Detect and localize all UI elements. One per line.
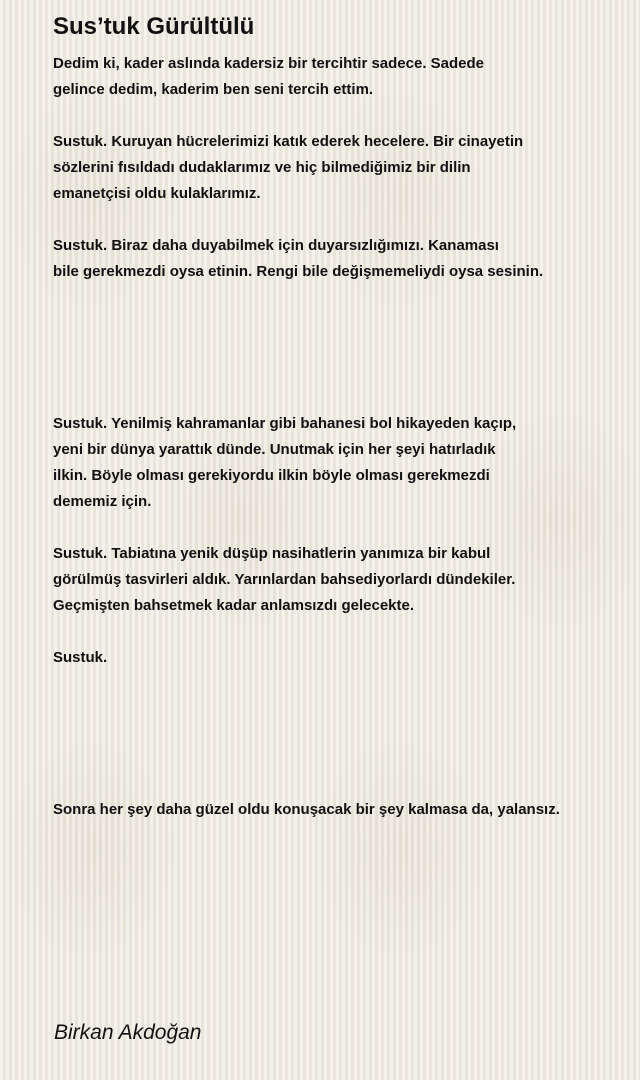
poem-line: gelince dedim, kaderim ben seni tercih ettim. xyxy=(53,81,374,98)
poem-line: Sustuk. Kuruyan hücrelerimizi katık ederek hecelere. Bir cinayetin xyxy=(53,133,524,150)
poem-line: Geçmişten bahsetmek kadar anlamsızdı gelecekte. xyxy=(53,597,415,614)
stanza-2 xyxy=(53,129,633,207)
stanza-1 xyxy=(53,51,633,103)
poem-line: Sustuk. Yenilmiş kahramanlar gibi bahanesi bol hikayeden kaçıp, xyxy=(53,415,517,432)
poem-line: Sonra her şey daha güzel oldu konuşacak bir şey kalmasa da, yalansız. xyxy=(53,801,560,818)
stanza-4 xyxy=(53,411,633,515)
poem-line: Sustuk. Tabiatına yenik düşüp nasihatlerin yanımıza bir kabul xyxy=(53,545,491,562)
poem-line: sözlerini fısıldadı dudaklarımız ve hiç bilmediğimiz bir dilin xyxy=(53,159,471,176)
stanza-6 xyxy=(53,645,633,671)
poem-line: yeni bir dünya yarattık dünde. Unutmak için her şeyi hatırladık xyxy=(53,441,496,458)
poem-line: görülmüş tasvirleri aldık. Yarınlardan bahsediyorlardı dündekiler. xyxy=(53,571,516,588)
poem-line: dememiz için. xyxy=(53,493,152,510)
poem-line: emanetçisi oldu kulaklarımız. xyxy=(53,185,261,202)
poem-line: ilkin. Böyle olması gerekiyordu ilkin böyle olması gerekmezdi xyxy=(53,467,490,484)
poem-line: Sustuk. xyxy=(53,649,108,666)
stanza-5 xyxy=(53,541,633,619)
poem-line: bile gerekmezdi oysa etinin. Rengi bile değişmemeliydi oysa sesinin. xyxy=(53,263,544,280)
stanza-3 xyxy=(53,233,633,285)
author-name: Birkan Akdoğan xyxy=(54,1021,202,1044)
poem-line: Dedim ki, kader aslında kadersiz bir tercihtir sadece. Sadede xyxy=(53,55,485,72)
stanza-7 xyxy=(53,797,633,823)
poem-title: Sus’tuk Gürültülü xyxy=(53,13,255,40)
poem-line: Sustuk. Biraz daha duyabilmek için duyarsızlığımızı. Kanaması xyxy=(53,237,499,254)
